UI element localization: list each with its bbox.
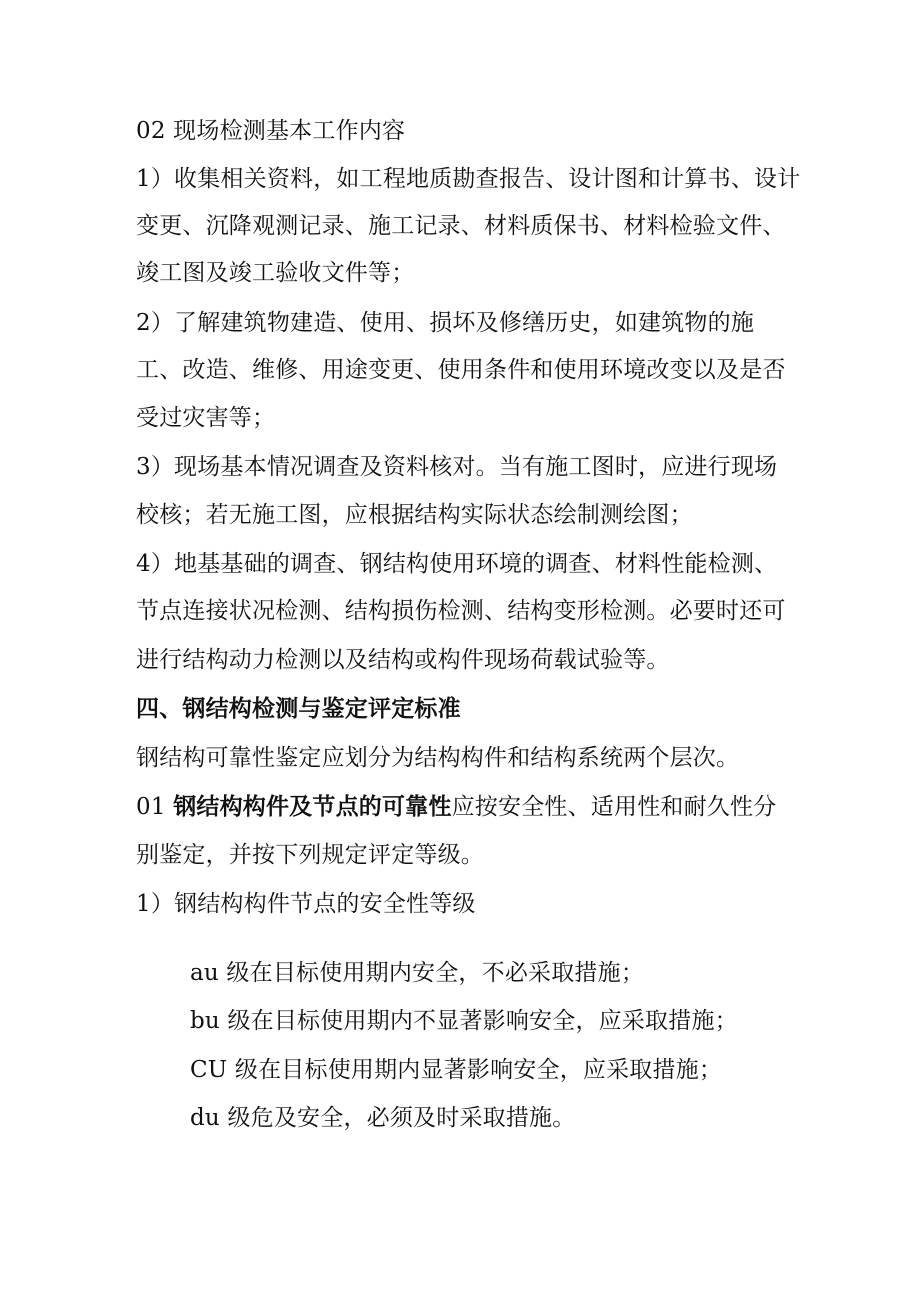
item4-line3: 进行结构动力检测以及结构或构件现场荷载试验等。 — [136, 647, 670, 673]
grade-au: au 级在目标使用期内安全，不必采取措施； — [190, 960, 645, 986]
item4-line2: 节点连接状况检测、结构损伤检测、结构变形检测。必要时还可 — [136, 598, 786, 624]
section-4-heading: 四、钢结构检测与鉴定评定标准 — [136, 696, 461, 722]
paragraph-01-number: 01 — [136, 794, 174, 820]
item3-line2: 校核；若无施工图，应根据结构实际状态绘制测绘图； — [136, 502, 693, 528]
item1-line1: 1）收集相关资料，如工程地质勘查报告、设计图和计算书、设计 — [136, 166, 801, 192]
item2-line2: 工、改造、维修、用途变更、使用条件和使用环境改变以及是否 — [136, 357, 786, 383]
grade-cu: CU 级在目标使用期内显著影响安全，应采取措施； — [190, 1057, 723, 1083]
item1-line2: 变更、沉降观测记录、施工记录、材料质保书、材料检验文件、 — [136, 213, 786, 239]
paragraph-01-bold-term: 钢结构构件及节点的可靠性 — [173, 794, 452, 820]
sub-item1-heading: 1）钢结构构件节点的安全性等级 — [136, 891, 476, 917]
section-02-heading: 02 现场检测基本工作内容 — [136, 118, 406, 144]
item3-line1: 3）现场基本情况调查及资料核对。当有施工图时，应进行现场 — [136, 454, 778, 480]
item2-line1: 2）了解建筑物建造、使用、损坏及修缮历史，如建筑物的施 — [136, 310, 755, 336]
grade-bu: bu 级在目标使用期内不显著影响安全，应采取措施； — [190, 1008, 738, 1034]
item2-line3: 受过灾害等； — [136, 405, 276, 431]
item4-line1: 4）地基基础的调查、钢结构使用环境的调查、材料性能检测、 — [136, 551, 778, 577]
paragraph-01-line2: 别鉴定，并按下列规定评定等级。 — [136, 842, 484, 868]
section-4-intro: 钢结构可靠性鉴定应划分为结构构件和结构系统两个层次。 — [136, 745, 740, 771]
paragraph-01-line1 — [136, 792, 776, 822]
paragraph-01-rest: 应按安全性、适用性和耐久性分 — [451, 794, 777, 820]
item1-line3: 竣工图及竣工验收文件等； — [136, 260, 415, 286]
grade-du: du 级危及安全，必须及时采取措施。 — [190, 1105, 576, 1131]
